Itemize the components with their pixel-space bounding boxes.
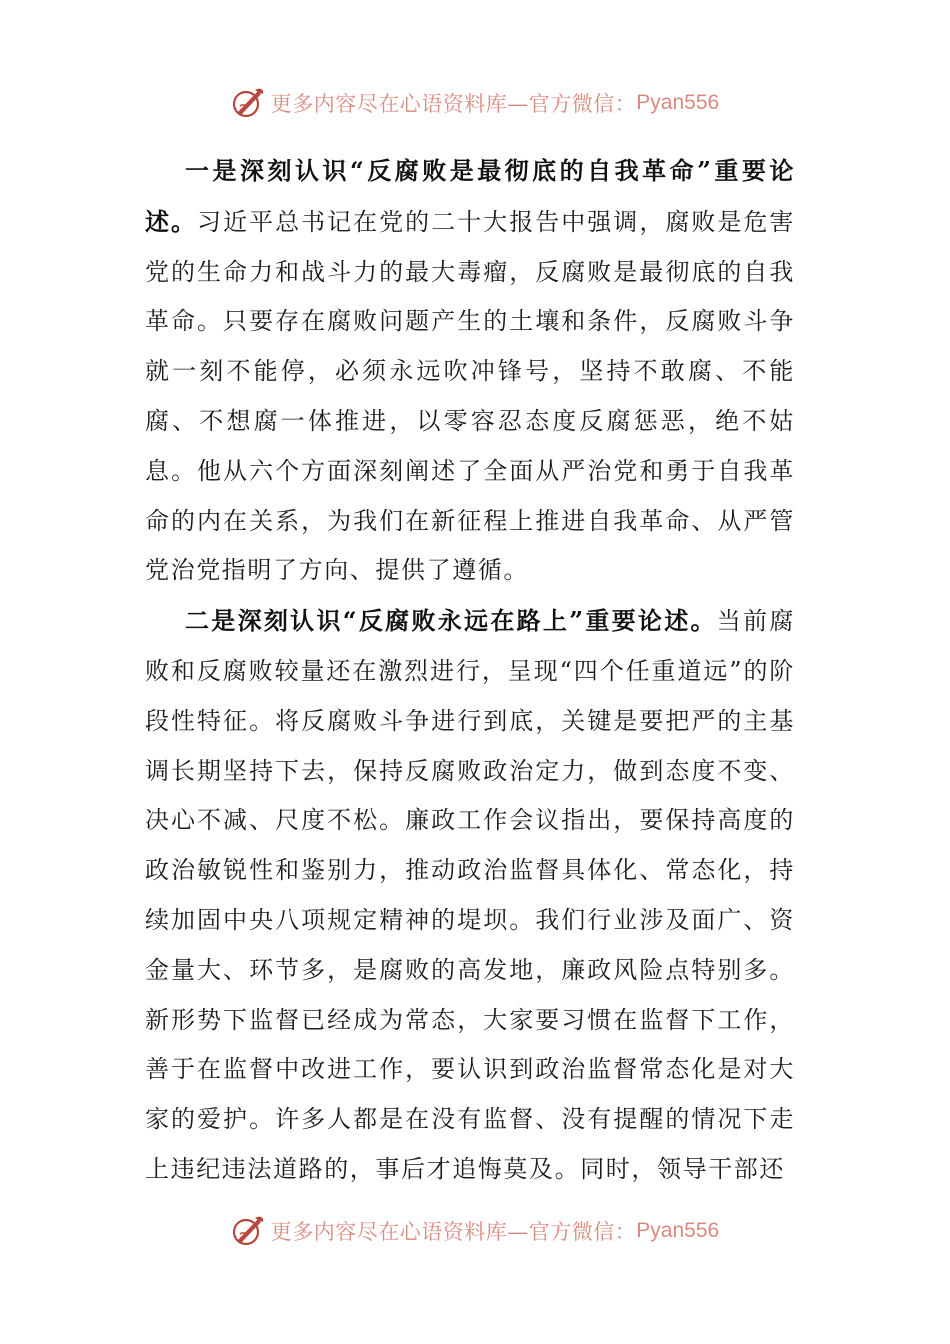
banner-text: 更多内容尽在心语资料库—官方微信： [270, 92, 637, 116]
wechat-id: Pyan556 [636, 91, 720, 114]
quill-pen-seal-icon [231, 1214, 265, 1248]
paragraph-1 [145, 146, 795, 596]
paragraph-1-text: 习近平总书记在党的二十大报告中强调，腐败是危害党的生命力和战斗力的最大毒瘤，反腐败是最彻底的自我革命。只要存在腐败问题产生的土壤和条件，反腐败斗争就一刻不能停，必须永远吹冲锋号，坚持不敢腐、不能腐、不想腐一体推进，以零容忍态度反腐惩恶，绝不姑息。他从六个方面深刻阐述了全面从严治党和勇于自我革命的内在关系，为我们在新征程上推进自我革命、从严管党治党指明了方向、提供了遵循。 [145, 207, 795, 585]
banner-text: 更多内容尽在心语资料库—官方微信： [270, 1220, 637, 1244]
wechat-id: Pyan556 [636, 1219, 720, 1242]
header-banner [0, 83, 950, 123]
paragraph-1-heading: 一是深刻认识“反腐败是最彻底的自我革命”重要论述。 [145, 156, 795, 236]
quill-pen-seal-icon [231, 86, 265, 120]
document-body [145, 146, 795, 1195]
paragraph-2 [145, 596, 795, 1195]
footer-banner [0, 1211, 950, 1251]
paragraph-2-text: 当前腐败和反腐败较量还在激烈进行，呈现“四个任重道远”的阶段性特征。将反腐败斗争进行到底，关键是要把严的主基调长期坚持下去，保持反腐败政治定力，做到态度不变、决心不减、尺度不松。廉政工作会议指出，要保持高度的政治敏锐性和鉴别力，推动政治监督具体化、常态化，持续加固中央八项规定精神的堤坝。我们行业涉及面广、资金量大、环节多，是腐败的高发地，廉政风险点特别多。新形势下监督已经成为常态，大家要习惯在监督下工作，善于在监督中改进工作，要认识到政治监督常态化是对大家的爱护。许多人都是在没有监督、没有提醒的情况下走上违纪违法道路的，事后才追悔莫及。同时，领导干部还 [145, 607, 795, 1183]
paragraph-2-heading: 二是深刻认识“反腐败永远在路上”重要论述。 [185, 606, 717, 636]
